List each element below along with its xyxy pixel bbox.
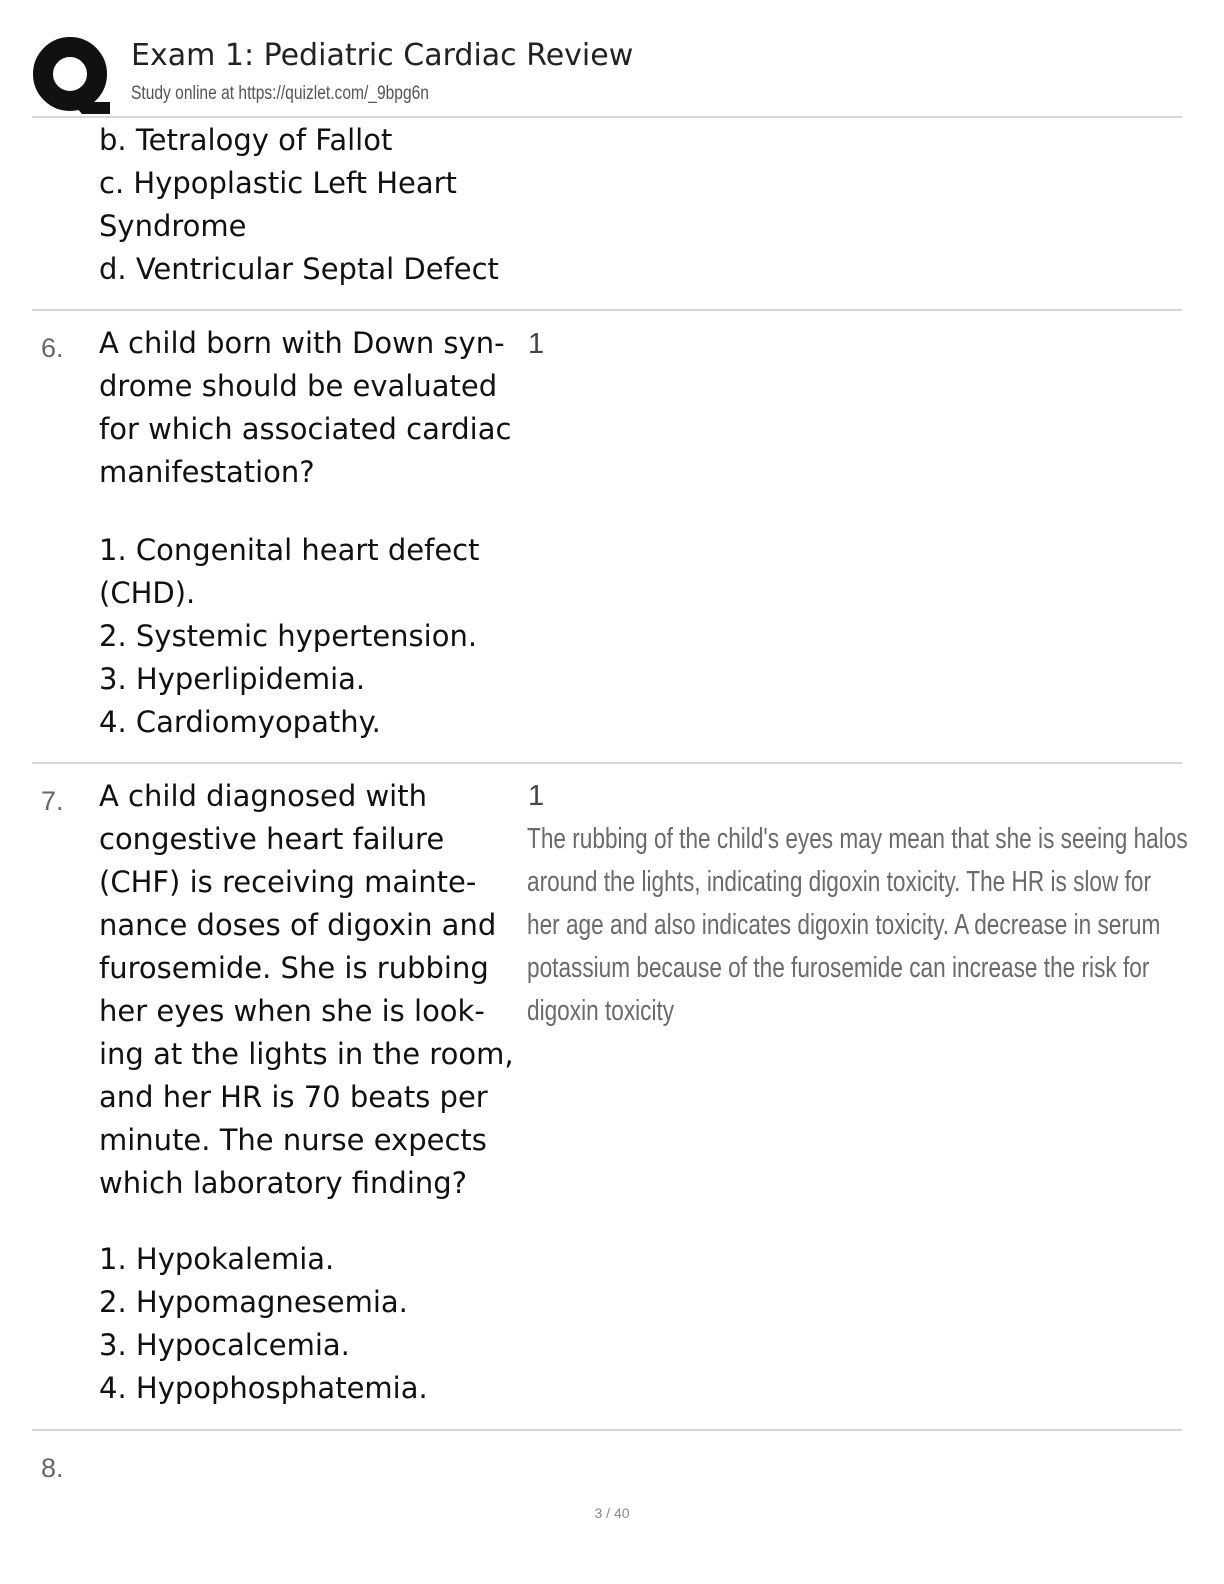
question-line: furosemide. She is rubbing [99,951,489,985]
question-line: nance doses of digoxin and [99,908,497,942]
explanation-line: her age and also indicates digoxin toxicity. A decrease in serum [527,909,1161,941]
answer: 1 [528,780,545,812]
question-line: congestive heart failure [99,822,445,856]
question-line: drome should be evaluated [99,369,498,403]
question-line: her eyes when she is look- [99,994,485,1028]
question-line: and her HR is 70 beats per [99,1080,488,1114]
question-7-options [99,1238,428,1410]
question-6-options [99,529,479,744]
option-line: d. Ventricular Septal Defect [99,252,499,286]
option-line: 3. Hyperlipidemia. [99,662,366,696]
option-line: c. Hypoplastic Left Heart [99,166,457,200]
question-6-text [99,322,511,494]
option-line: (CHD). [99,576,196,610]
question-line: minute. The nurse expects [99,1123,487,1157]
question-line: manifestation? [99,455,315,489]
answer: 1 [528,328,545,360]
question-line: A child born with Down syn- [99,326,505,360]
page-number: 3 / 40 [594,1505,630,1521]
option-line: 1. Congenital heart defect [99,533,480,567]
continued-options [99,119,499,291]
question-number: 8. [41,1453,64,1483]
question-line: (CHF) is receiving mainte- [99,865,477,899]
question-line: ing at the lights in the room, [99,1037,514,1071]
option-line: 1. Hypokalemia. [99,1242,335,1276]
option-line: 2. Systemic hypertension. [99,619,478,653]
explanation-line: potassium because of the furosemide can increase the risk for [527,952,1150,984]
option-line: 4. Hypophosphatemia. [99,1371,428,1405]
explanation-line: around the lights, indicating digoxin toxicity. The HR is slow for [527,866,1152,898]
divider [32,116,1182,118]
explanation-line: The rubbing of the child's eyes may mean that she is seeing halos [527,823,1188,855]
quizlet-logo-icon [32,36,110,114]
answer-explanation [527,818,1188,1033]
question-7-text [99,775,514,1205]
page-title: Exam 1: Pediatric Cardiac Review [131,38,634,73]
option-line: 2. Hypomagnesemia. [99,1285,408,1319]
question-line: for which associated cardiac [99,412,512,446]
question-number: 6. [41,333,64,363]
divider [32,1429,1182,1431]
divider [32,309,1182,311]
question-number: 7. [41,786,64,816]
option-line: 4. Cardiomyopathy. [99,705,381,739]
study-link[interactable]: Study online at https://quizlet.com/_9bpg6n [131,83,429,104]
divider [32,762,1182,764]
question-line: which laboratory finding? [99,1166,468,1200]
explanation-line: digoxin toxicity [527,995,675,1027]
option-line: 3. Hypocalcemia. [99,1328,350,1362]
option-line: b. Tetralogy of Fallot [99,123,393,157]
option-line: Syndrome [99,209,247,243]
question-line: A child diagnosed with [99,779,427,813]
